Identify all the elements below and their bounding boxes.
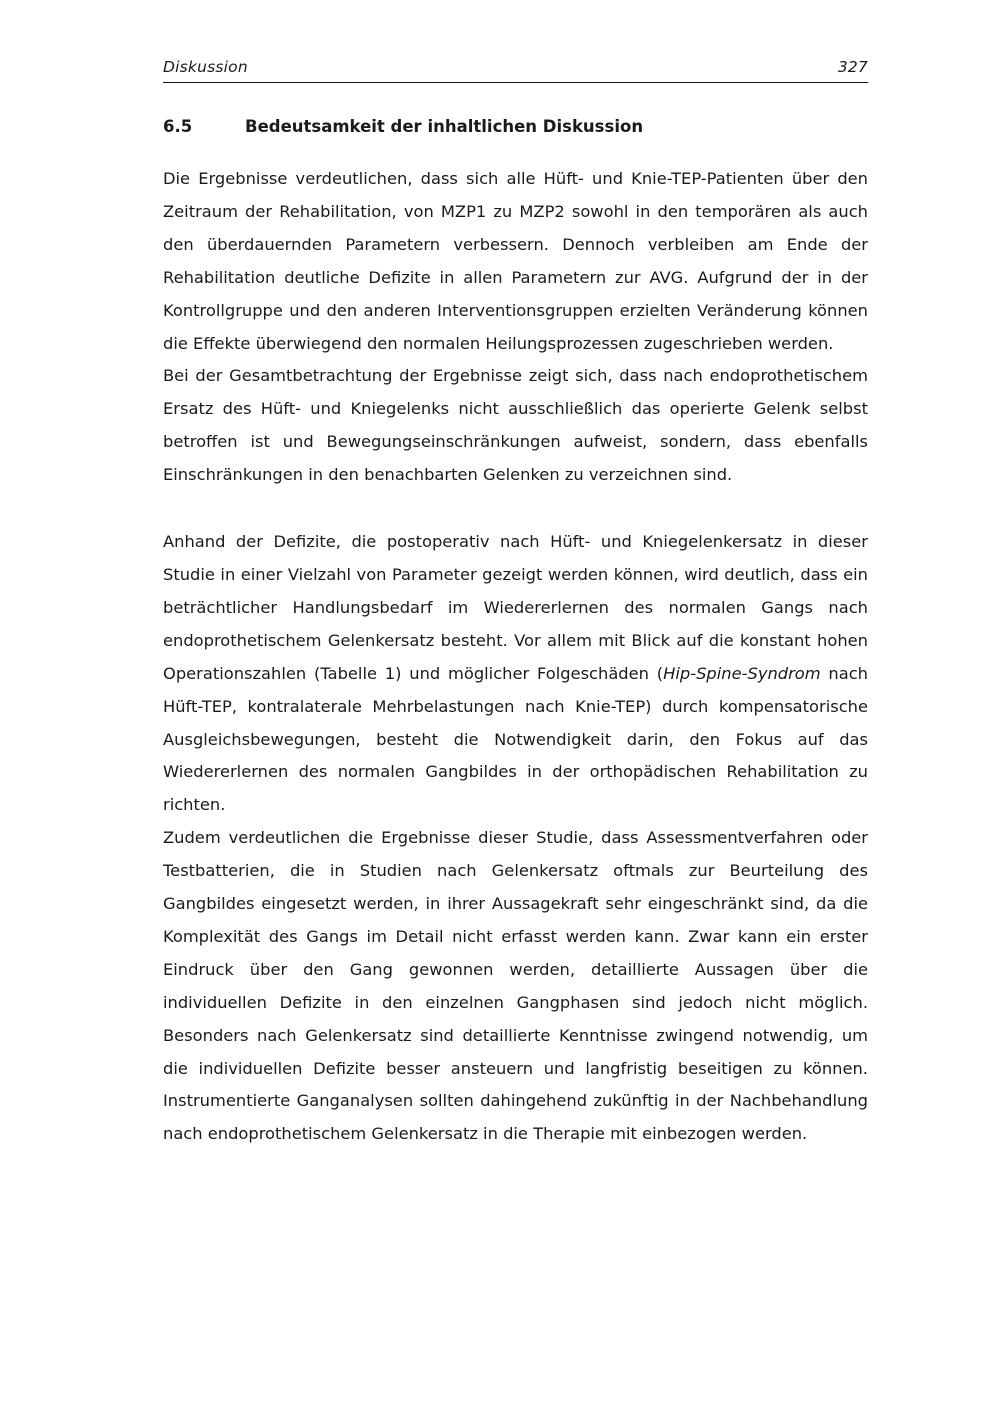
paragraph-3-text-start: Anhand der Defizite, die postoperativ nach Hüft- und Kniegelenkersatz in dieser Studie in einer Vielzahl von Parameter gezeigt werden können, wird deutlich, dass ein beträchtlicher Handlungsbedarf im Wiedererlernen des normalen Gangs nach endoprothetischem Gelenkersatz besteht. Vor allem mit Blick auf die konstant hohen Operationszahlen (Tabelle 1) und möglicher Folgeschäden ( bbox=[163, 532, 868, 683]
paragraph-2: Bei der Gesamtbetrachtung der Ergebnisse zeigt sich, dass nach endoprothetischem Ersatz des Hüft- und Kniegelenks nicht ausschließlich das operierte Gelenk selbst betroffen ist und Bewegungseinschränkungen aufweist, sondern, dass ebenfalls Einschränkungen in den benachbarten Gelenken zu verzeichnen sind. bbox=[163, 366, 868, 485]
header-divider bbox=[163, 82, 868, 83]
paragraph-3-emphasis: Hip-Spine-Syndrom bbox=[663, 663, 821, 683]
section-heading bbox=[163, 117, 868, 136]
header-chapter-label: Diskussion bbox=[163, 58, 248, 76]
paragraph-3 bbox=[163, 526, 868, 822]
page-header bbox=[163, 58, 868, 82]
header-page-number: 327 bbox=[837, 58, 868, 76]
paragraph-1: Die Ergebnisse verdeutlichen, dass sich alle Hüft- und Knie-TEP-Patienten über den Zeitraum der Rehabilitation, von MZP1 zu MZP2 sowohl in den temporären als auch den überdauernden Parametern verbessern. Dennoch verbleiben am Ende der Rehabilitation deutliche Defizite in allen Parametern zur AVG. Aufgrund der in der Kontrollgruppe und den anderen Interventionsgruppen erzielten Veränderung können die Effekte überwiegend den normalen Heilungsprozessen zugeschrieben werden. bbox=[163, 169, 868, 353]
paragraph-3-text-end: nach Hüft-TEP, kontralaterale Mehrbelastungen nach Knie-TEP) durch kompensatorische Ausgleichsbewegungen, besteht die Notwendigkeit darin, den Fokus auf das Wiedererlernen des normalen Gangbildes in der orthopädischen Rehabilitation zu richten. bbox=[163, 663, 868, 815]
paragraph-4: Zudem verdeutlichen die Ergebnisse dieser Studie, dass Assessmentverfahren oder Testbatterien, die in Studien nach Gelenkersatz oftmals zur Beurteilung des Gangbildes eingesetzt werden, in ihrer Aussagekraft sehr eingeschränkt sind, da die Komplexität des Gangs im Detail nicht erfasst werden kann. Zwar kann ein erster Eindruck über den Gang gewonnen werden, detaillierte Aussagen über die individuellen Defizite in den einzelnen Gangphasen sind jedoch nicht möglich. Besonders nach Gelenkersatz sind detaillierte Kenntnisse zwingend notwendig, um die individuellen Defizite besser ansteuern und langfristig beseitigen zu können. Instrumentierte Ganganalysen sollten dahingehend zukünftig in der Nachbehandlung nach endoprothetischem Gelenkersatz in die Therapie mit einbezogen werden. bbox=[163, 828, 868, 1144]
section-number: 6.5 bbox=[163, 117, 193, 136]
section-title: Bedeutsamkeit der inhaltlichen Diskussion bbox=[245, 117, 644, 136]
paragraph-spacer bbox=[163, 492, 868, 526]
